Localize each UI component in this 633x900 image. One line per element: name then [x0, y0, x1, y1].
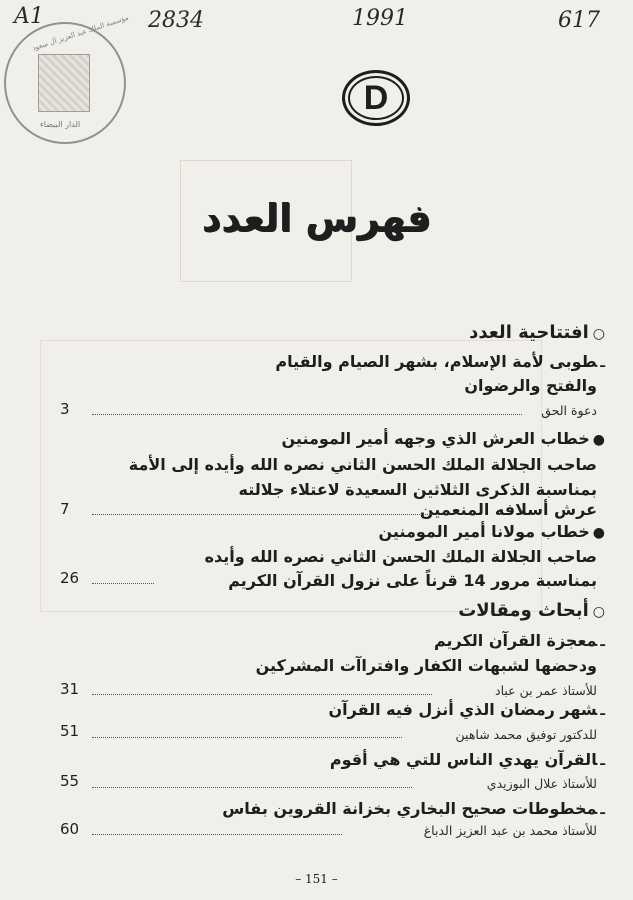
toc-item-author: للأستاذ عمر بن عباد	[495, 683, 597, 698]
toc-item-title: ـالقرآن يهدي الناس للتي هي أقوم	[329, 750, 605, 769]
handwritten-number: 617	[558, 8, 600, 33]
toc-item-title: ـمخطوطات صحيح البخاري بخزانة القروين بفاس	[222, 799, 605, 818]
toc-item-title-cont: صاحب الجلالة الملك الحسن الثاني نصره الله وأيده	[204, 547, 597, 566]
toc-item-title-cont: ودحضها لشبهات الكفار وافتراآت المشركين	[255, 656, 597, 675]
leader-dots	[92, 514, 432, 515]
handwritten-code: 2834	[148, 8, 204, 33]
section-heading: ○أبحاث ومقالات	[458, 600, 605, 621]
toc-page-number: 55	[60, 772, 80, 790]
toc-item-title-cont: والفتح والرضوان	[464, 376, 597, 395]
toc-item-title: ـشهر رمضان الذي أنزل فيه القرآن	[328, 700, 605, 719]
toc-item-title-cont: صاحب الجلالة الملك الحسن الثاني نصره الله وأيده إلى الأمة	[128, 455, 597, 474]
toc-item-author: للأستاذ محمد بن عبد العزيز الدباغ	[423, 823, 597, 838]
ring-bullet-icon: ○	[592, 604, 605, 620]
toc-page-number: 26	[60, 569, 80, 587]
stamp-arc-text: مؤسسة الملك عبد العزيز آل سعود	[31, 13, 130, 53]
toc-item-author: للدكتور توفيق محمد شاهين	[455, 727, 597, 742]
dot-bullet-icon: ●	[592, 432, 605, 448]
section-heading: ○افتتاحية العدد	[469, 322, 605, 343]
dot-bullet-icon: ●	[592, 525, 605, 541]
handwritten-mark: A1	[14, 4, 44, 29]
stamp-emblem	[38, 54, 90, 112]
leader-dots	[92, 694, 432, 695]
toc-item-title: ●خطاب العرش الذي وجهه أمير المومنين	[281, 429, 605, 448]
leader-dots	[92, 787, 412, 788]
toc-item-title-cont: بمناسبة مرور 14 قرناً على نزول القرآن الكريم	[228, 571, 597, 590]
toc-item-author: دعوة الحق	[541, 403, 597, 418]
toc-item-title: ـمعجزة القرآن الكريم	[433, 631, 605, 650]
toc-item-title: ـطوبى لأمة الإسلام، بشهر الصيام والقيام	[275, 352, 605, 371]
leader-dots	[92, 834, 342, 835]
toc-item-title-cont: بمناسبة الذكرى الثلاثين السعيدة لاعتلاء جلالته	[238, 480, 597, 499]
toc-page-number: 51	[60, 722, 80, 740]
dash-bullet-icon: ـ	[600, 703, 605, 719]
dash-bullet-icon: ـ	[600, 802, 605, 818]
toc-page-number: 7	[60, 500, 70, 518]
leader-dots	[92, 737, 402, 738]
toc-page-number: 60	[60, 820, 80, 838]
ring-bullet-icon: ○	[592, 326, 605, 342]
leader-dots	[92, 583, 154, 584]
handwritten-year: 1991	[352, 6, 408, 31]
toc-page-number: 31	[60, 680, 80, 698]
toc-item-title: ●خطاب مولانا أمير المومنين	[378, 522, 605, 541]
leader-dots	[92, 414, 522, 415]
stamp-city-text: الدار البيضاء	[40, 120, 81, 129]
toc-item-title-cont: عرش أسلافه المنعمين	[419, 500, 597, 519]
toc-item-author: للأستاذ علال البوزيدي	[486, 776, 597, 791]
section-letter-badge: D	[342, 70, 410, 126]
toc-page-number: 3	[60, 400, 70, 418]
dash-bullet-icon: ـ	[600, 355, 605, 371]
dash-bullet-icon: ـ	[600, 634, 605, 650]
dash-bullet-icon: ـ	[600, 753, 605, 769]
page-title: فهرس العدد	[201, 196, 432, 240]
page-number-footer: – 151 –	[295, 872, 338, 886]
